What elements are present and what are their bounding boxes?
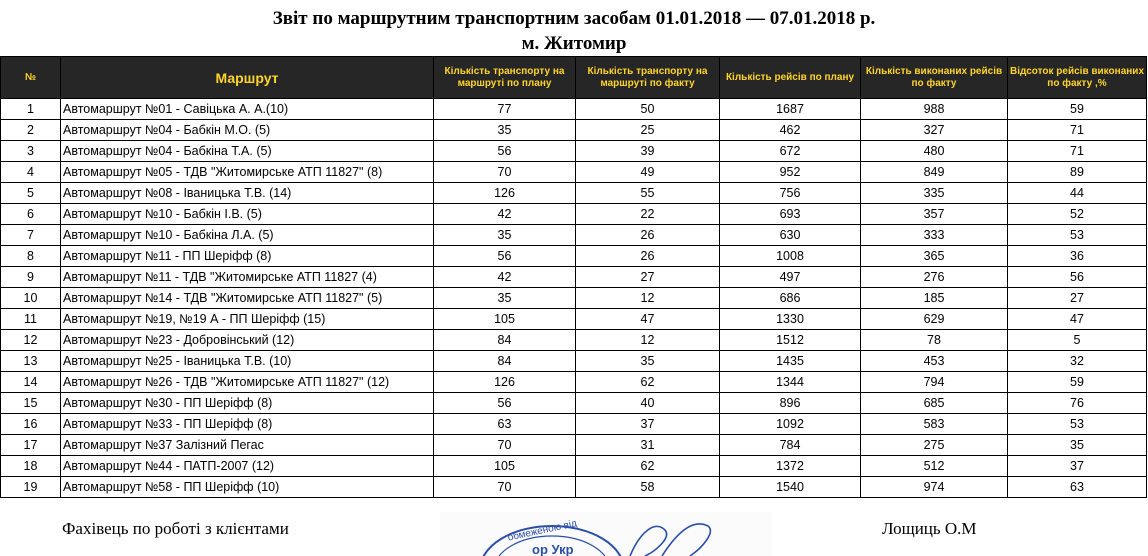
cell-actual-trips: 849 xyxy=(861,162,1008,183)
cell-plan-vehicles: 42 xyxy=(434,204,576,225)
cell-actual-vehicles: 27 xyxy=(576,267,720,288)
cell-plan-vehicles: 126 xyxy=(434,372,576,393)
cell-route-name: Автомаршрут №01 - Савіцька А. А.(10) xyxy=(61,99,434,120)
table-row xyxy=(1,99,1147,120)
cell-percent-completed: 37 xyxy=(1008,456,1147,477)
cell-plan-vehicles: 105 xyxy=(434,456,576,477)
stamp-image xyxy=(440,512,772,556)
table-row xyxy=(1,351,1147,372)
table-body xyxy=(1,99,1147,498)
table-header-row xyxy=(1,57,1147,99)
cell-row-number: 16 xyxy=(1,414,61,435)
cell-percent-completed: 71 xyxy=(1008,141,1147,162)
cell-plan-vehicles: 35 xyxy=(434,120,576,141)
cell-actual-trips: 78 xyxy=(861,330,1008,351)
cell-row-number: 13 xyxy=(1,351,61,372)
cell-actual-vehicles: 55 xyxy=(576,183,720,204)
cell-plan-vehicles: 70 xyxy=(434,435,576,456)
cell-route-name: Автомаршрут №05 - ТДВ "Житомирське АТП 11827" (8) xyxy=(61,162,434,183)
cell-percent-completed: 44 xyxy=(1008,183,1147,204)
cell-percent-completed: 59 xyxy=(1008,99,1147,120)
cell-row-number: 7 xyxy=(1,225,61,246)
cell-percent-completed: 71 xyxy=(1008,120,1147,141)
cell-plan-trips: 686 xyxy=(720,288,861,309)
cell-actual-trips: 185 xyxy=(861,288,1008,309)
cell-plan-vehicles: 35 xyxy=(434,225,576,246)
cell-plan-vehicles: 126 xyxy=(434,183,576,204)
cell-actual-trips: 365 xyxy=(861,246,1008,267)
cell-actual-vehicles: 58 xyxy=(576,477,720,498)
cell-percent-completed: 35 xyxy=(1008,435,1147,456)
footer-position: Фахівець по роботі з клієнтами xyxy=(62,519,289,538)
cell-plan-trips: 672 xyxy=(720,141,861,162)
cell-route-name: Автомаршрут №19, №19 А - ПП Шеріфф (15) xyxy=(61,309,434,330)
cell-row-number: 11 xyxy=(1,309,61,330)
cell-plan-trips: 756 xyxy=(720,183,861,204)
cell-plan-trips: 1540 xyxy=(720,477,861,498)
cell-plan-trips: 896 xyxy=(720,393,861,414)
cell-row-number: 3 xyxy=(1,141,61,162)
report-title: Звіт по маршрутним транспортним засобам 01.01.2018 — 07.01.2018 р. xyxy=(272,8,876,29)
cell-route-name: Автомаршрут №10 - Бабкіна Л.А. (5) xyxy=(61,225,434,246)
cell-route-name: Автомаршрут №11 - ТДВ "Житомирське АТП 11827 (4) xyxy=(61,267,434,288)
cell-row-number: 9 xyxy=(1,267,61,288)
cell-percent-completed: 32 xyxy=(1008,351,1147,372)
cell-plan-trips: 952 xyxy=(720,162,861,183)
cell-actual-trips: 480 xyxy=(861,141,1008,162)
cell-row-number: 18 xyxy=(1,456,61,477)
cell-plan-trips: 1092 xyxy=(720,414,861,435)
cell-actual-trips: 327 xyxy=(861,120,1008,141)
cell-percent-completed: 27 xyxy=(1008,288,1147,309)
cell-percent-completed: 59 xyxy=(1008,372,1147,393)
cell-plan-vehicles: 77 xyxy=(434,99,576,120)
cell-actual-trips: 453 xyxy=(861,351,1008,372)
cell-plan-vehicles: 105 xyxy=(434,309,576,330)
cell-actual-vehicles: 26 xyxy=(576,225,720,246)
cell-plan-vehicles: 63 xyxy=(434,414,576,435)
cell-route-name: Автомаршрут №04 - Бабкін М.О. (5) xyxy=(61,120,434,141)
report-city: м. Житомир xyxy=(521,33,627,54)
cell-actual-trips: 629 xyxy=(861,309,1008,330)
cell-percent-completed: 36 xyxy=(1008,246,1147,267)
cell-row-number: 17 xyxy=(1,435,61,456)
cell-plan-trips: 1344 xyxy=(720,372,861,393)
cell-actual-vehicles: 22 xyxy=(576,204,720,225)
cell-actual-vehicles: 31 xyxy=(576,435,720,456)
svg-text:ор Укр: ор Укр xyxy=(532,542,574,556)
column-header-percent: Відсоток рейсів виконаних по факту ,% xyxy=(1008,57,1147,99)
cell-actual-trips: 357 xyxy=(861,204,1008,225)
table-row xyxy=(1,183,1147,204)
cell-percent-completed: 47 xyxy=(1008,309,1147,330)
cell-row-number: 19 xyxy=(1,477,61,498)
cell-plan-trips: 1435 xyxy=(720,351,861,372)
table-row xyxy=(1,120,1147,141)
cell-percent-completed: 5 xyxy=(1008,330,1147,351)
column-header-route: Маршрут xyxy=(61,57,434,99)
table-row xyxy=(1,288,1147,309)
cell-plan-vehicles: 56 xyxy=(434,246,576,267)
cell-row-number: 2 xyxy=(1,120,61,141)
cell-percent-completed: 76 xyxy=(1008,393,1147,414)
cell-route-name: Автомаршрут №25 - Іваницька Т.В. (10) xyxy=(61,351,434,372)
cell-actual-vehicles: 25 xyxy=(576,120,720,141)
cell-actual-trips: 794 xyxy=(861,372,1008,393)
cell-plan-vehicles: 35 xyxy=(434,288,576,309)
table-row xyxy=(1,204,1147,225)
cell-route-name: Автомаршрут №23 - Добровінський (12) xyxy=(61,330,434,351)
cell-actual-vehicles: 12 xyxy=(576,288,720,309)
footer-signatory: Лощиць О.М xyxy=(882,519,977,538)
table-row xyxy=(1,330,1147,351)
cell-route-name: Автомаршрут №08 - Іваницька Т.В. (14) xyxy=(61,183,434,204)
cell-plan-trips: 784 xyxy=(720,435,861,456)
cell-route-name: Автомаршрут №30 - ПП Шеріфф (8) xyxy=(61,393,434,414)
cell-route-name: Автомаршрут №44 - ПАТП-2007 (12) xyxy=(61,456,434,477)
cell-plan-trips: 497 xyxy=(720,267,861,288)
cell-actual-trips: 512 xyxy=(861,456,1008,477)
table-row xyxy=(1,309,1147,330)
cell-plan-trips: 1372 xyxy=(720,456,861,477)
cell-row-number: 10 xyxy=(1,288,61,309)
cell-plan-trips: 1512 xyxy=(720,330,861,351)
cell-actual-vehicles: 39 xyxy=(576,141,720,162)
cell-row-number: 6 xyxy=(1,204,61,225)
table-row xyxy=(1,477,1147,498)
column-header-actual-trips: Кількість виконаних рейсів по факту xyxy=(861,57,1008,99)
table-row xyxy=(1,141,1147,162)
cell-plan-vehicles: 70 xyxy=(434,477,576,498)
cell-actual-vehicles: 47 xyxy=(576,309,720,330)
column-header-plan-vehicles: Кількість транспорту на маршруті по плану xyxy=(434,57,576,99)
cell-plan-trips: 1008 xyxy=(720,246,861,267)
cell-actual-trips: 685 xyxy=(861,393,1008,414)
cell-plan-vehicles: 84 xyxy=(434,330,576,351)
cell-actual-vehicles: 50 xyxy=(576,99,720,120)
cell-percent-completed: 63 xyxy=(1008,477,1147,498)
cell-plan-vehicles: 56 xyxy=(434,141,576,162)
cell-actual-vehicles: 26 xyxy=(576,246,720,267)
cell-plan-trips: 462 xyxy=(720,120,861,141)
cell-plan-vehicles: 42 xyxy=(434,267,576,288)
cell-actual-trips: 275 xyxy=(861,435,1008,456)
cell-plan-vehicles: 56 xyxy=(434,393,576,414)
table-row xyxy=(1,393,1147,414)
cell-route-name: Автомаршрут №14 - ТДВ "Житомирське АТП 11827" (5) xyxy=(61,288,434,309)
cell-row-number: 8 xyxy=(1,246,61,267)
cell-actual-trips: 276 xyxy=(861,267,1008,288)
table-row xyxy=(1,435,1147,456)
cell-row-number: 15 xyxy=(1,393,61,414)
cell-route-name: Автомаршрут №26 - ТДВ "Житомирське АТП 11827" (12) xyxy=(61,372,434,393)
cell-actual-vehicles: 40 xyxy=(576,393,720,414)
cell-actual-vehicles: 37 xyxy=(576,414,720,435)
cell-actual-trips: 988 xyxy=(861,99,1008,120)
table-row xyxy=(1,456,1147,477)
column-header-actual-vehicles: Кількість транспорту на маршруті по факту xyxy=(576,57,720,99)
cell-row-number: 12 xyxy=(1,330,61,351)
cell-plan-vehicles: 84 xyxy=(434,351,576,372)
cell-route-name: Автомаршрут №04 - Бабкіна Т.А. (5) xyxy=(61,141,434,162)
cell-row-number: 4 xyxy=(1,162,61,183)
cell-row-number: 14 xyxy=(1,372,61,393)
cell-actual-trips: 335 xyxy=(861,183,1008,204)
cell-actual-vehicles: 12 xyxy=(576,330,720,351)
cell-plan-trips: 1330 xyxy=(720,309,861,330)
table-row xyxy=(1,414,1147,435)
cell-actual-vehicles: 49 xyxy=(576,162,720,183)
cell-percent-completed: 53 xyxy=(1008,225,1147,246)
cell-percent-completed: 52 xyxy=(1008,204,1147,225)
column-header-plan-trips: Кількість рейсів по плану xyxy=(720,57,861,99)
cell-percent-completed: 53 xyxy=(1008,414,1147,435)
routes-table xyxy=(0,56,1147,498)
table-row xyxy=(1,225,1147,246)
table-row xyxy=(1,246,1147,267)
cell-plan-trips: 630 xyxy=(720,225,861,246)
cell-actual-trips: 583 xyxy=(861,414,1008,435)
column-header-number: № xyxy=(1,57,61,99)
cell-route-name: Автомаршрут №33 - ПП Шеріфф (8) xyxy=(61,414,434,435)
table-row xyxy=(1,162,1147,183)
cell-actual-vehicles: 62 xyxy=(576,372,720,393)
cell-actual-trips: 333 xyxy=(861,225,1008,246)
table-row xyxy=(1,267,1147,288)
cell-route-name: Автомаршрут №10 - Бабкін І.В. (5) xyxy=(61,204,434,225)
cell-route-name: Автомаршрут №37 Залізний Пегас xyxy=(61,435,434,456)
svg-text:обмеженою від: обмеженою від xyxy=(506,518,578,544)
cell-percent-completed: 89 xyxy=(1008,162,1147,183)
table-row xyxy=(1,372,1147,393)
cell-percent-completed: 56 xyxy=(1008,267,1147,288)
cell-route-name: Автомаршрут №58 - ПП Шеріфф (10) xyxy=(61,477,434,498)
cell-actual-vehicles: 62 xyxy=(576,456,720,477)
cell-actual-trips: 974 xyxy=(861,477,1008,498)
cell-route-name: Автомаршрут №11 - ПП Шеріфф (8) xyxy=(61,246,434,267)
cell-plan-trips: 693 xyxy=(720,204,861,225)
cell-plan-vehicles: 70 xyxy=(434,162,576,183)
cell-row-number: 5 xyxy=(1,183,61,204)
cell-actual-vehicles: 35 xyxy=(576,351,720,372)
cell-plan-trips: 1687 xyxy=(720,99,861,120)
cell-row-number: 1 xyxy=(1,99,61,120)
